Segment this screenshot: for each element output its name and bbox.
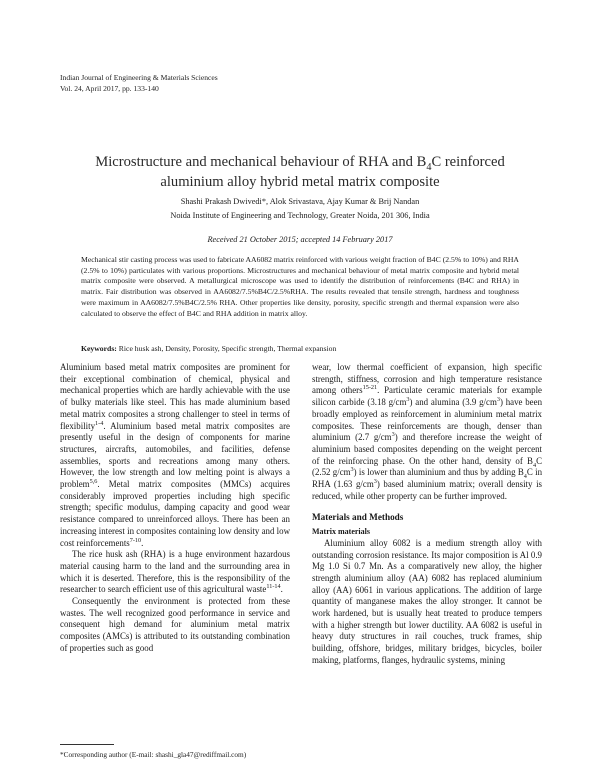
paragraph: The rice husk ash (RHA) is a huge environment hazardous material causing harm to the land and the surrounding area in which it is deserted. Therefore, this is the responsibility of the researcher to search efficient use of this agricultural waste$^{11-14}$. [60,549,290,595]
journal-header [60,72,218,94]
keywords-label: Keywords: [81,344,117,353]
keywords-text: Rice husk ash, Density, Porosity, Specific strength, Thermal expansion [118,344,337,353]
paragraph: Aluminium alloy 6082 is a medium strength alloy with outstanding corrosion resistance. Its major composition is Al 0.9 Mg 1.0 Si 0.7 Mn. As a comparatively new alloy, the higher strength aluminium alloy (AA) 6082 has replaced aluminium alloy (AA) 6061 in various applications. The addition of large quantity of manganese makes the alloy stronger. It cannot be work hardened, but is usually heat treated to produce tempers with a higher strength but lower ductility. AA 6082 is useful in heavy duty structures in rail couches, truck frames, ship building, offshore, bridges, military bridges, bicycles, boiler making, platforms, flanges, hydraulic systems, mining [312,537,542,665]
keywords [81,344,519,353]
paragraph: Consequently the environment is protected from these wastes. The well recognized good performance in service and consequent high demand for aluminium metal matrix composites (AMCs) is attributed to its outstanding combination of properties such as good [60,596,290,653]
abstract: Mechanical stir casting process was used to fabricate AA6082 matrix reinforced with various weight fraction of B4C (2.5% to 10%) and RHA (2.5% to 10%) particulates with various proportions. Microstructures and mechanical behaviour of metal matrix composite and hybrid metal matrix composite were observed. A metallurgical microscope was used to identify the distribution of reinforcements (B4C and RHA) in matrix. Fair distribution was observed in AA6082/7.5%B4C/2.5%RHA. The results revealed that tensile strength, hardness and toughness were maximum in AA6082/7.5%B4C/2.5% RHA. Other properties like density, porosity, specific strength and thermal expansion were also calculated to observe the effect of B4C and RHA addition in matrix alloy. [81,255,519,318]
paragraph: Aluminium based metal matrix composites are prominent for their exceptional combination of chemical, physical and mechanical properties which are hardly achievable with the use of bulky materials like steel. This has made aluminium based metal matrix composites a strong challenger to steel in terms of flexibility$^{1-4}$. Aluminium based metal matrix composites are presently useful in the design of components for marine structures, aircrafts, automobiles, and facilities, defense assemblies, sports and recreations among many others. However, the low strength and low melting point is always a problem$^{5,6}$. Metal matrix composites (MMCs) acquires considerably improved properties including high specific strength; specific modulus, damping capacity and good wear resistance compared to unreinforced alloys. There has been an increasing interest in composites containing low density and low cost reinforcements$^{7-10}$. [60,362,290,548]
authors: Shashi Prakash Dwivedi*, Alok Srivastava, Ajay Kumar & Brij Nandan [180,197,420,206]
paper-title: Microstructure and mechanical behaviour of RHA and $B_4C$ reinforced aluminium alloy hybrid metal matrix composite [95,154,505,190]
title-line1: Microstructure and mechanical behaviour of RHA and B [95,154,427,170]
footnote-rule [60,744,114,745]
affiliation: Noida Institute of Engineering and Technology, Greater Noida, 201 306, India [170,211,430,220]
journal-volume: Vol. 24, April 2017, pp. 133-140 [60,84,159,93]
paragraph: wear, low thermal coefficient of expansion, high specific strength, stiffness, corrosion and high temperature resistance among others$^{15-21}$. Particulate ceramic materials for example silicon carbide (3.18 $g/cm^3$) and alumina (3.9 $g/cm^3$) have been broadly employed as reinforcement in aluminium metal matrix composites. These reinforcements are though, denser than aluminium (2.7 $g/cm^3$) and therefore increase the weight of aluminium based composites depending on the weight percent of the reinforcing phase. On the other hand, density of $B_4C$ (2.52 $g/cm^3$) is lower than aluminium and thus by adding $B_4C$ in RHA (1.63 $g/cm^3$) based aluminium matrix; overall density is reduced, while other property can be further improved. [312,362,543,501]
subsection-heading: Matrix materials [312,527,370,537]
received-dates: Received 21 October 2015; accepted 14 February 2017 [207,235,393,244]
right-column [312,362,542,667]
footnote: *Corresponding author (E-mail: shashi_gla47@rediffmail.com) [60,750,247,759]
journal-name: Indian Journal of Engineering & Materials Sciences [60,73,218,82]
section-heading: Materials and Methods [312,512,404,523]
left-column [60,362,290,655]
title-line2: aluminium alloy hybrid metal matrix composite [160,174,440,190]
